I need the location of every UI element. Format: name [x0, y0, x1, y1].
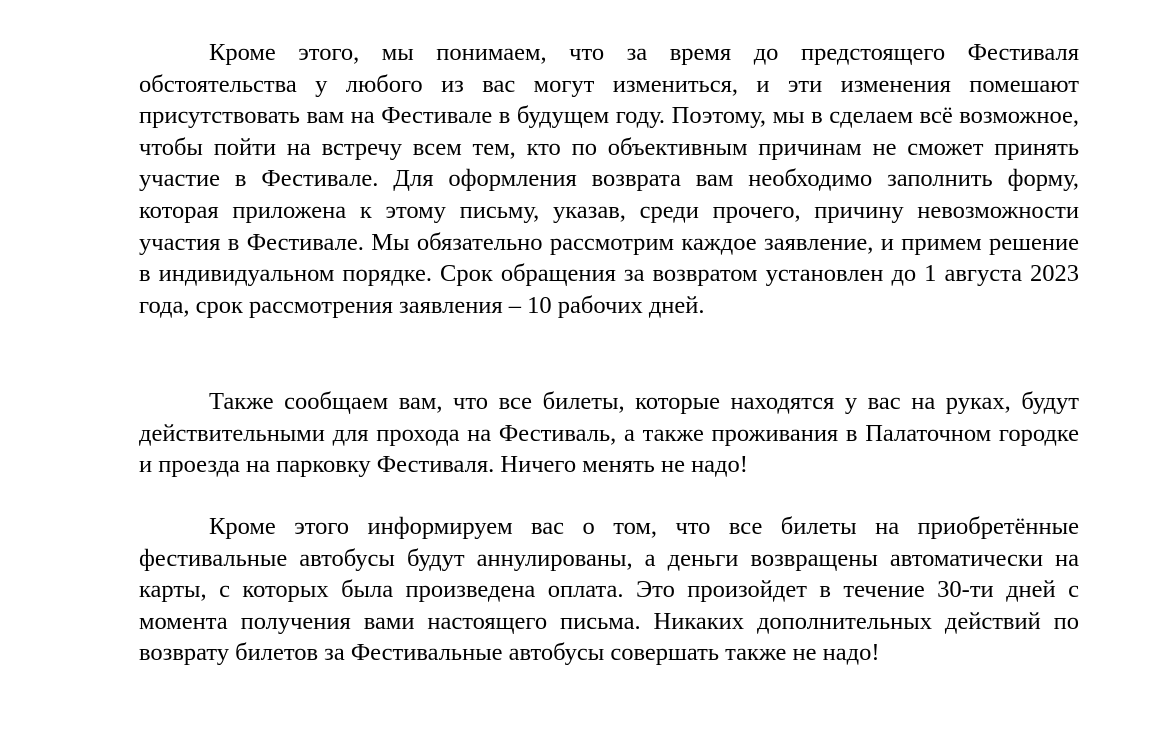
- paragraph-refund-info: Кроме этого, мы понимаем, что за время до предстоящего Фестиваля обстоятельства у любого из вас могут измениться, и эти изменения помешают присутствовать вам на Фестивале в будущем году. Поэтому, мы в сделаем всё возможное, чтобы пойти на встречу всем тем, кто по объективным причинам не сможет принять участие в Фестивале. Для оформления возврата вам необходимо заполнить форму, которая приложена к этому письму, указав, среди прочего, причину невозможности участия в Фестивале. Мы обязательно рассмотрим каждое заявление, и примем решение в индивидуальном порядке. Срок обращения за возвратом установлен до 1 августа 2023 года, срок рассмотрения заявления – 10 рабочих дней.: [139, 39, 1079, 319]
- paragraph-bus-tickets: Кроме этого информируем вас о том, что все билеты на приобретённые фестивальные автобусы будут аннулированы, а деньги возвращены автоматически на карты, с которых была произведена оплата. Это произойдет в течение 30-ти дней с момента получения вами настоящего письма. Никаких дополнительных действий по возврату билетов за Фестивальные автобусы совершать также не надо!: [139, 513, 1079, 667]
- paragraph-tickets-valid: Также сообщаем вам, что все билеты, которые находятся у вас на руках, будут действительными для прохода на Фестиваль, а также проживания в Палаточном городке и проезда на парковку Фестиваля. Ничего менять не надо!: [139, 388, 1079, 479]
